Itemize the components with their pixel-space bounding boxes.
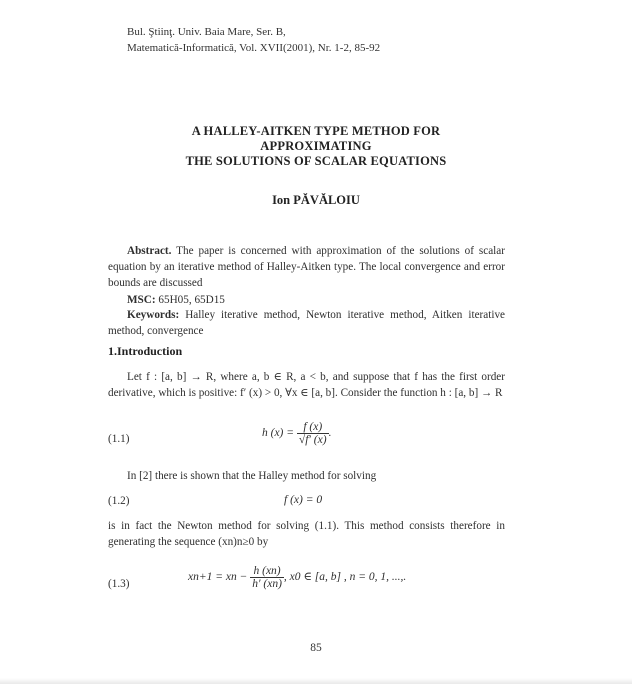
intro-paragraph-2: In [2] there is shown that the Halley method for solving (127, 470, 377, 482)
keywords (108, 307, 505, 339)
msc-codes: 65H05, 65D15 (158, 294, 225, 306)
section-heading: 1.Introduction (108, 344, 183, 358)
page-number: 85 (310, 642, 322, 654)
eq3-lhs: xn+1 = xn − (188, 571, 248, 584)
msc-line (108, 292, 505, 308)
title-line2: APPROXIMATING (260, 139, 372, 153)
keywords-label: Keywords: (127, 309, 180, 321)
abstract-label: Abstract. (127, 245, 172, 257)
abstract (108, 243, 505, 291)
journal-header-line1: Bul. Ştiinţ. Univ. Baia Mare, Ser. B, (127, 26, 286, 38)
eq1-tail: . (328, 427, 332, 440)
author-name: Ion PĂVĂLOIU (272, 193, 360, 207)
intro-paragraph-3: is in fact the Newton method for solving (1.1). This method consists therefore in generating the sequence (xn)n≥0 by (108, 520, 505, 548)
eq1-numerator: f (x) (297, 421, 329, 434)
eq1-lhs: h (x) = (262, 427, 295, 440)
eq3-numerator: h (xn) (250, 565, 284, 578)
eq3-fraction (250, 565, 284, 590)
scan-edge-shadow (0, 678, 632, 684)
equation-number-1-1: (1.1) (108, 433, 130, 445)
equation-1-1 (262, 421, 331, 446)
equation-1-3 (188, 565, 406, 590)
eq3-tail: , x0 ∈ [a, b] , n = 0, 1, ...,. (283, 571, 407, 584)
equation-number-1-3: (1.3) (108, 578, 130, 590)
abstract-text: The paper is concerned with approximation of the solutions of scalar equation by an iterative method of Halley-Aitken type. The local convergence and error bounds are discussed (108, 245, 505, 289)
eq3-denominator: h′ (xn) (252, 578, 282, 590)
title-line3: THE SOLUTIONS OF SCALAR EQUATIONS (185, 154, 447, 168)
title-line1: A HALLEY-AITKEN TYPE METHOD FOR (191, 124, 441, 138)
journal-header-line2: Matematică-Informatică, Vol. XVII(2001), Nr. 1-2, 85-92 (127, 42, 381, 54)
equation-1-2: f (x) = 0 (284, 494, 323, 506)
keywords-text: Halley iterative method, Newton iterative method, Aitken iterative method, convergence (108, 309, 505, 337)
intro-paragraph-1: Let f : [a, b] → R, where a, b ∈ R, a < b, and suppose that f has the first order derivative, which is positive: f′ (x) > 0, ∀x ∈ [a, b]. Consider the function h : [a, b] → R (108, 371, 505, 399)
eq1-denominator: √f′ (x) (298, 434, 327, 446)
msc-label: MSC: (127, 294, 156, 306)
eq1-fraction (297, 421, 329, 446)
equation-number-1-2: (1.2) (108, 495, 130, 507)
